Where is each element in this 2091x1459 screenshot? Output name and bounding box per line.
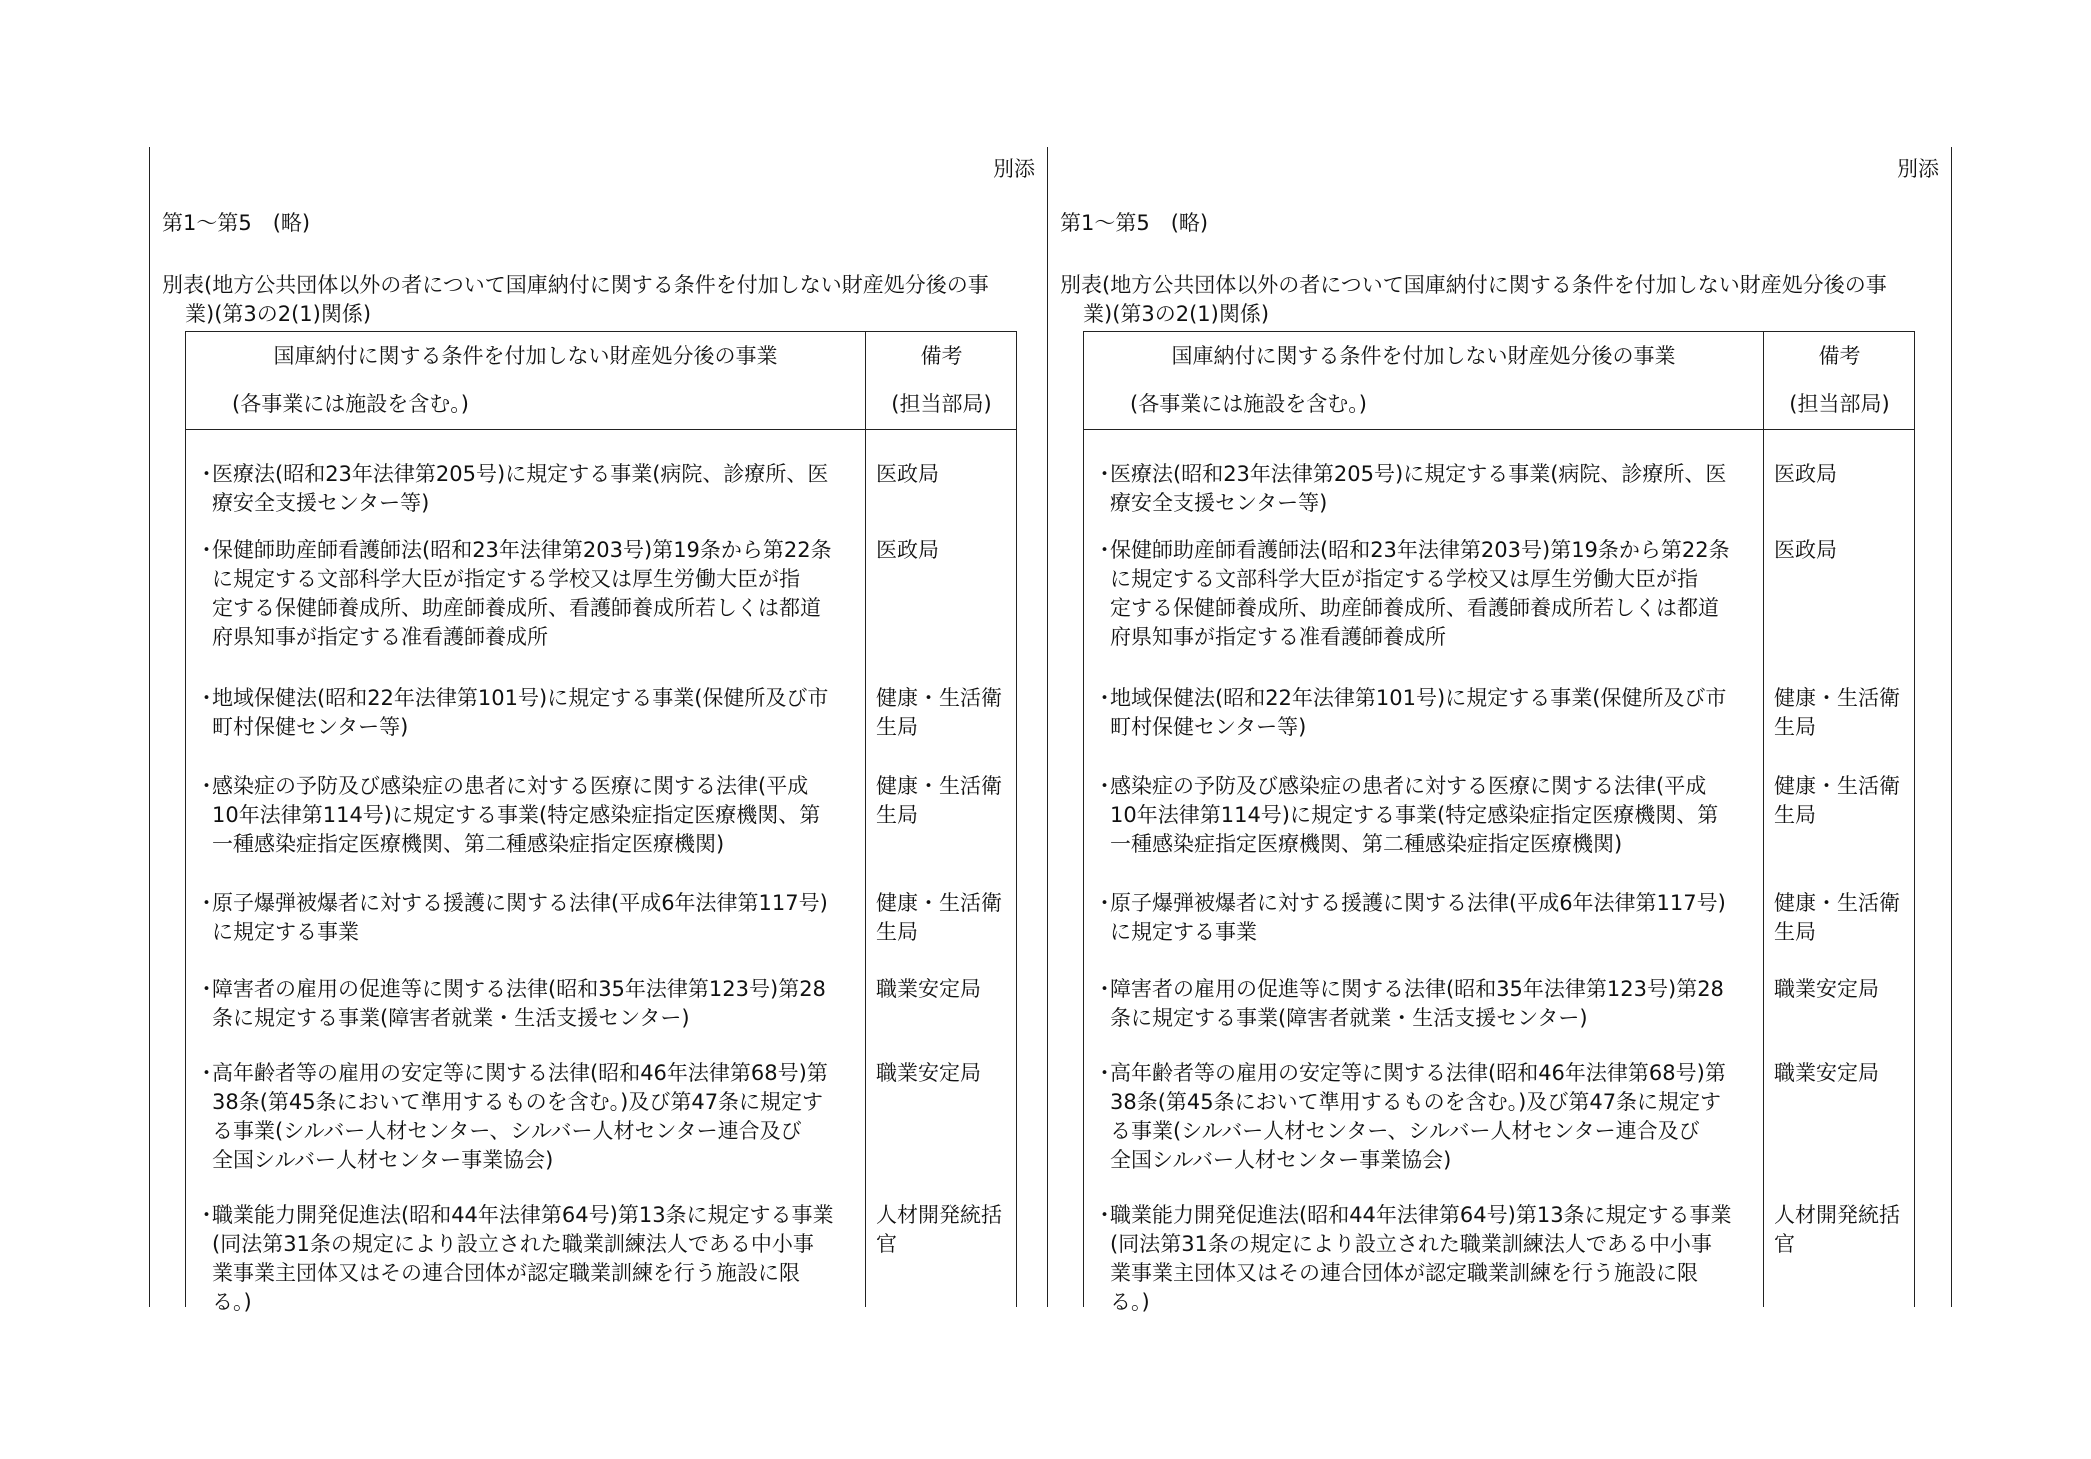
- business-description: [212, 889, 852, 947]
- header-business: 国庫納付に関する条件を付加しない財産処分後の事業: [1171, 344, 1676, 368]
- description-line: 条に規定する事業(障害者就業・生活支援センター): [212, 1006, 690, 1030]
- business-table: [185, 331, 1017, 1314]
- description-line: に規定する文部科学大臣が指定する学校又は厚生労働大臣が指: [212, 567, 800, 591]
- business-description: [1110, 536, 1750, 652]
- description-line: 一種感染症指定医療機関、第二種感染症指定医療機関): [212, 832, 725, 856]
- attachment-label: 別添: [1897, 157, 1939, 181]
- description-line: 全国シルバー人材センター事業協会): [1110, 1148, 1452, 1172]
- header-business-note: (各事業には施設を含む。): [232, 392, 469, 416]
- department-line: 生局: [876, 715, 918, 739]
- description-line: 定する保健師養成所、助産師養成所、看護師養成所若しくは都道: [1110, 596, 1719, 620]
- table-row: [186, 975, 1016, 1033]
- business-description: [212, 684, 852, 742]
- description-line: 府県知事が指定する准看護師養成所: [1110, 625, 1446, 649]
- document-page-left: [149, 147, 1047, 1314]
- header-department: (担当部局): [1789, 392, 1890, 416]
- table-body: [186, 430, 1016, 1317]
- description-line: 原子爆弾被爆者に対する援護に関する法律(平成6年法律第117号): [1110, 891, 1726, 915]
- description-line: 10年法律第114号)に規定する事業(特定感染症指定医療機関、第: [1110, 803, 1719, 827]
- department-line: 職業安定局: [1774, 977, 1879, 1001]
- business-description: [212, 1059, 852, 1175]
- bullet: ・: [196, 1061, 217, 1085]
- header-business-note: (各事業には施設を含む。): [1130, 392, 1367, 416]
- department-cell: [876, 536, 1012, 565]
- description-line: 療安全支援センター等): [212, 491, 430, 515]
- bullet: ・: [1094, 891, 1115, 915]
- description-line: 感染症の予防及び感染症の患者に対する医療に関する法律(平成: [1110, 774, 1707, 798]
- document-page-right: [1047, 147, 1952, 1314]
- business-description: [212, 536, 852, 652]
- bullet: ・: [1094, 1203, 1115, 1227]
- description-line: 高年齢者等の雇用の安定等に関する法律(昭和46年法律第68号)第: [212, 1061, 828, 1085]
- table-row: [186, 460, 1016, 518]
- department-cell: [1774, 772, 1910, 830]
- table-row: [186, 772, 1016, 859]
- table-caption: 別表(地方公共団体以外の者について国庫納付に関する条件を付加しない財産処分後の事: [162, 273, 989, 297]
- department-cell: [1774, 1201, 1910, 1259]
- description-line: 原子爆弾被爆者に対する援護に関する法律(平成6年法律第117号): [212, 891, 828, 915]
- description-line: 障害者の雇用の促進等に関する法律(昭和35年法律第123号)第28: [1110, 977, 1724, 1001]
- department-line: 官: [1774, 1232, 1795, 1256]
- bullet: ・: [1094, 774, 1115, 798]
- department-line: 官: [876, 1232, 897, 1256]
- department-line: 生局: [876, 920, 918, 944]
- business-description: [1110, 1201, 1750, 1317]
- department-line: 人材開発統括: [876, 1203, 1002, 1227]
- attachment-label: 別添: [993, 157, 1035, 181]
- business-description: [1110, 1059, 1750, 1175]
- department-line: 健康・生活衛: [876, 686, 1002, 710]
- table-row: [1084, 1059, 1914, 1175]
- department-cell: [1774, 889, 1910, 947]
- business-description: [1110, 772, 1750, 859]
- description-line: る事業(シルバー人材センター、シルバー人材センター連合及び: [212, 1119, 802, 1143]
- business-description: [1110, 684, 1750, 742]
- table-row: [186, 1059, 1016, 1175]
- description-line: 業事業主団体又はその連合団体が認定職業訓練を行う施設に限: [1110, 1261, 1698, 1285]
- department-line: 医政局: [876, 538, 939, 562]
- department-line: 医政局: [1774, 462, 1837, 486]
- table-row: [1084, 460, 1914, 518]
- description-line: 職業能力開発促進法(昭和44年法律第64号)第13条に規定する事業: [1110, 1203, 1732, 1227]
- description-line: 職業能力開発促進法(昭和44年法律第64号)第13条に規定する事業: [212, 1203, 834, 1227]
- business-description: [1110, 889, 1750, 947]
- description-line: 保健師助産師看護師法(昭和23年法律第203号)第19条から第22条: [212, 538, 832, 562]
- description-line: 38条(第45条において準用するものを含む。)及び第47条に規定す: [1110, 1090, 1722, 1114]
- department-line: 健康・生活衛: [1774, 891, 1900, 915]
- description-line: 地域保健法(昭和22年法律第101号)に規定する事業(保健所及び市: [1110, 686, 1727, 710]
- bullet: ・: [1094, 538, 1115, 562]
- department-line: 生局: [1774, 803, 1816, 827]
- description-line: に規定する事業: [1110, 920, 1257, 944]
- description-line: 感染症の予防及び感染症の患者に対する医療に関する法律(平成: [212, 774, 809, 798]
- department-line: 職業安定局: [876, 1061, 981, 1085]
- department-cell: [1774, 1059, 1910, 1088]
- table-caption-continued: 業)(第3の2(1)関係): [185, 302, 372, 326]
- department-cell: [876, 1201, 1012, 1259]
- description-line: 障害者の雇用の促進等に関する法律(昭和35年法律第123号)第28: [212, 977, 826, 1001]
- section-omitted: 第1～第5 (略): [162, 211, 311, 235]
- description-line: る。): [1110, 1290, 1150, 1314]
- bullet: ・: [196, 891, 217, 915]
- business-description: [1110, 460, 1750, 518]
- header-remarks: 備考: [1818, 344, 1861, 368]
- description-line: 高年齢者等の雇用の安定等に関する法律(昭和46年法律第68号)第: [1110, 1061, 1726, 1085]
- description-line: 町村保健センター等): [212, 715, 409, 739]
- department-cell: [876, 1059, 1012, 1088]
- business-table: [1083, 331, 1915, 1314]
- department-line: 医政局: [1774, 538, 1837, 562]
- description-line: る。): [212, 1290, 252, 1314]
- department-cell: [876, 975, 1012, 1004]
- bullet: ・: [196, 538, 217, 562]
- department-cell: [1774, 975, 1910, 1004]
- bullet: ・: [1094, 462, 1115, 486]
- description-line: 地域保健法(昭和22年法律第101号)に規定する事業(保健所及び市: [212, 686, 829, 710]
- department-cell: [1774, 536, 1910, 565]
- bullet: ・: [1094, 1061, 1115, 1085]
- description-line: 町村保健センター等): [1110, 715, 1307, 739]
- description-line: 10年法律第114号)に規定する事業(特定感染症指定医療機関、第: [212, 803, 821, 827]
- department-cell: [876, 772, 1012, 830]
- table-row: [186, 889, 1016, 947]
- description-line: (同法第31条の規定により設立された職業訓練法人である中小事: [212, 1232, 814, 1256]
- table-row: [186, 536, 1016, 652]
- department-line: 生局: [1774, 920, 1816, 944]
- description-line: 条に規定する事業(障害者就業・生活支援センター): [1110, 1006, 1588, 1030]
- department-line: 健康・生活衛: [1774, 686, 1900, 710]
- description-line: 保健師助産師看護師法(昭和23年法律第203号)第19条から第22条: [1110, 538, 1730, 562]
- header-business: 国庫納付に関する条件を付加しない財産処分後の事業: [273, 344, 778, 368]
- business-description: [1110, 975, 1750, 1033]
- bullet: ・: [1094, 686, 1115, 710]
- department-line: 生局: [1774, 715, 1816, 739]
- department-line: 生局: [876, 803, 918, 827]
- bullet: ・: [196, 1203, 217, 1227]
- department-line: 医政局: [876, 462, 939, 486]
- department-cell: [876, 889, 1012, 947]
- header-remarks: 備考: [920, 344, 963, 368]
- table-row: [1084, 889, 1914, 947]
- description-line: る事業(シルバー人材センター、シルバー人材センター連合及び: [1110, 1119, 1700, 1143]
- table-row: [1084, 772, 1914, 859]
- bullet: ・: [1094, 977, 1115, 1001]
- department-cell: [876, 684, 1012, 742]
- description-line: に規定する事業: [212, 920, 359, 944]
- description-line: 一種感染症指定医療機関、第二種感染症指定医療機関): [1110, 832, 1623, 856]
- description-line: 業事業主団体又はその連合団体が認定職業訓練を行う施設に限: [212, 1261, 800, 1285]
- business-description: [212, 975, 852, 1033]
- table-body: [1084, 430, 1914, 1317]
- department-line: 職業安定局: [876, 977, 981, 1001]
- business-description: [212, 772, 852, 859]
- table-row: [1084, 684, 1914, 742]
- table-row: [1084, 1201, 1914, 1317]
- description-line: に規定する文部科学大臣が指定する学校又は厚生労働大臣が指: [1110, 567, 1698, 591]
- table-row: [186, 1201, 1016, 1317]
- description-line: 全国シルバー人材センター事業協会): [212, 1148, 554, 1172]
- department-line: 健康・生活衛: [876, 774, 1002, 798]
- table-caption-continued: 業)(第3の2(1)関係): [1083, 302, 1270, 326]
- header-department: (担当部局): [891, 392, 992, 416]
- bullet: ・: [196, 977, 217, 1001]
- bullet: ・: [196, 686, 217, 710]
- department-cell: [1774, 460, 1910, 489]
- table-row: [1084, 536, 1914, 652]
- description-line: 療安全支援センター等): [1110, 491, 1328, 515]
- department-line: 健康・生活衛: [876, 891, 1002, 915]
- description-line: 府県知事が指定する准看護師養成所: [212, 625, 548, 649]
- table-row: [186, 684, 1016, 742]
- bullet: ・: [196, 462, 217, 486]
- department-cell: [876, 460, 1012, 489]
- bullet: ・: [196, 774, 217, 798]
- description-line: (同法第31条の規定により設立された職業訓練法人である中小事: [1110, 1232, 1712, 1256]
- department-line: 人材開発統括: [1774, 1203, 1900, 1227]
- business-description: [212, 1201, 852, 1317]
- department-line: 健康・生活衛: [1774, 774, 1900, 798]
- description-line: 医療法(昭和23年法律第205号)に規定する事業(病院、診療所、医: [1110, 462, 1727, 486]
- description-line: 医療法(昭和23年法律第205号)に規定する事業(病院、診療所、医: [212, 462, 829, 486]
- business-description: [212, 460, 852, 518]
- table-caption: 別表(地方公共団体以外の者について国庫納付に関する条件を付加しない財産処分後の事: [1060, 273, 1887, 297]
- description-line: 定する保健師養成所、助産師養成所、看護師養成所若しくは都道: [212, 596, 821, 620]
- description-line: 38条(第45条において準用するものを含む。)及び第47条に規定す: [212, 1090, 824, 1114]
- department-line: 職業安定局: [1774, 1061, 1879, 1085]
- section-omitted: 第1～第5 (略): [1060, 211, 1209, 235]
- table-row: [1084, 975, 1914, 1033]
- department-cell: [1774, 684, 1910, 742]
